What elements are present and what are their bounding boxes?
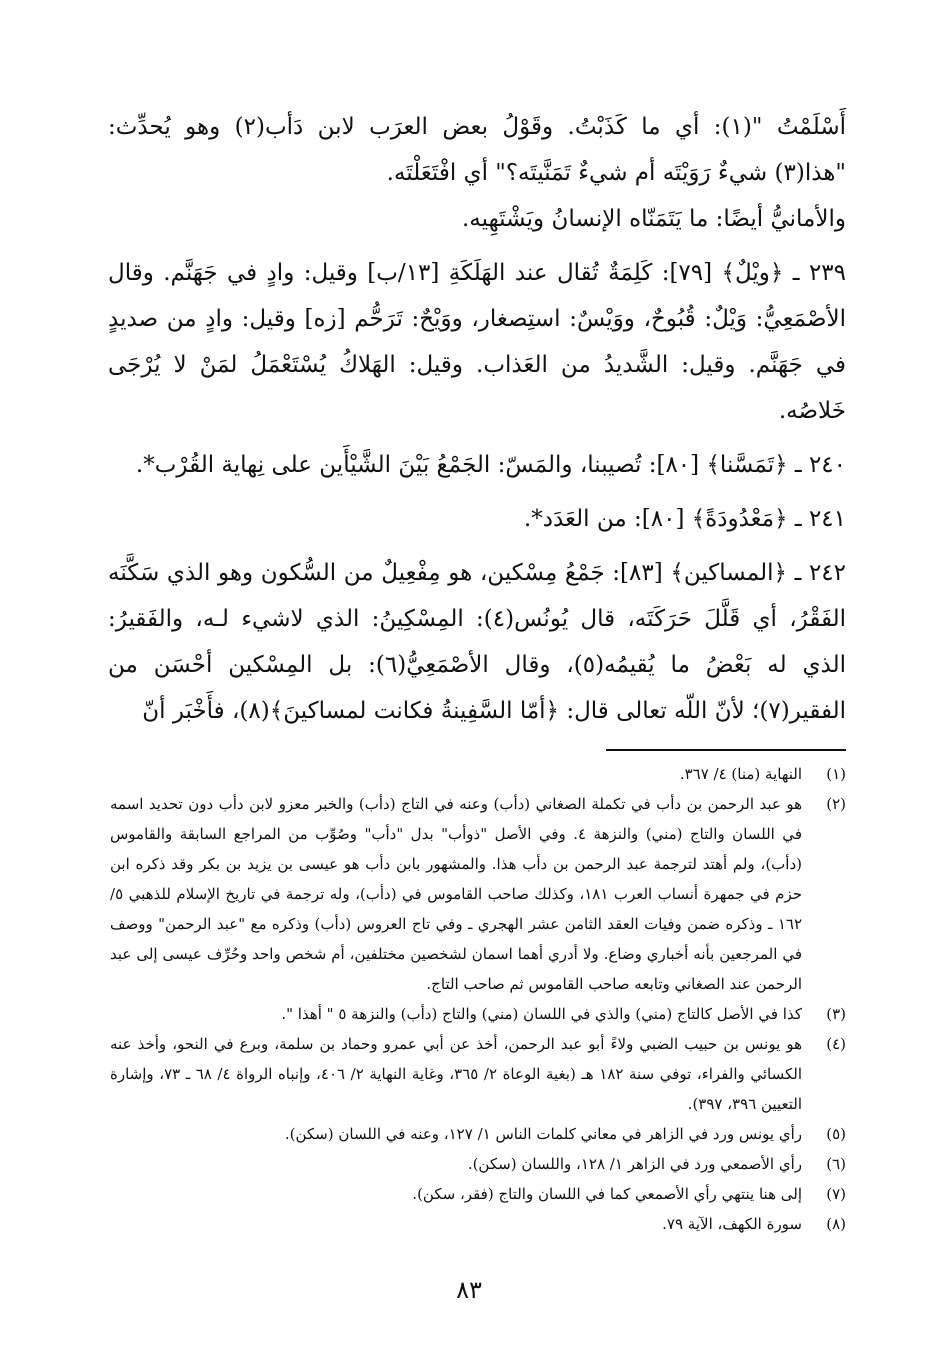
footnote-text: هو يونس بن حبيب الضبي ولاءً أبو عبد الرحمن، أخذ عن أبي عمرو وحماد بن سلمة، وبرع في النحو، وأخذ عنه الكسائي والفراء، توفي سنة ١٨٢ هـ (بغية الوعاة ٢/ ٣٦٥، وغاية النهاية ٢/ ٤٠٦، وإنباه الرواة ٤/ ٦٨ ـ ٧٣، وإشارة التعيين ٣٩٦، ٣٩٧).	[110, 1035, 802, 1113]
footnote-text: رأي الأصمعي ورد في الزاهر ١/ ١٢٨، واللسان (سكن).	[467, 1155, 802, 1173]
footnote-item	[110, 1179, 846, 1209]
footnote-number: (٣)	[826, 1005, 846, 1023]
footnote-item	[110, 1119, 846, 1149]
footnote-number: (٧)	[826, 1185, 846, 1203]
footnote-text: النهاية (منا) ٤/ ٣٦٧.	[679, 765, 802, 783]
entry-241: ٢٤١ ـ ﴿مَعْدُودَةً﴾ [٨٠]: من العَدَد*.	[523, 506, 846, 532]
entry-240: ٢٤٠ ـ ﴿تَمَسَّنا﴾ [٨٠]: تُصيبنا، والمَسّ: الجَمْعُ بَيْنَ الشَّيْأَين على نِهاية القُرْب*.	[135, 452, 846, 478]
footnote-item	[110, 1209, 846, 1239]
footnote-item	[110, 999, 846, 1029]
footnote-text: إلى هنا ينتهي رأي الأصمعي كما في اللسان والتاج (فقر، سكن).	[412, 1185, 802, 1203]
footnote-number: (٨)	[826, 1215, 846, 1233]
footnote-number: (٥)	[826, 1125, 846, 1143]
footnote-number: (١)	[826, 765, 846, 783]
footnote-text: سورة الكهف، الآية ٧٩.	[662, 1215, 802, 1233]
main-text	[108, 104, 846, 734]
footnote-number: (٢)	[826, 795, 846, 813]
footnote-item	[110, 1149, 846, 1179]
entry-242: ٢٤٢ ـ ﴿المساكين﴾ [٨٣]: جَمْعُ مِسْكين، هو مِفْعِيلٌ من السُّكون وهو الذي سَكَّنَه الفَقْرُ، أي قَلَّلَ حَرَكَتَه، قال يُونُس(٤): المِسْكِينُ: الذي لاشيء لـه، والفَقيرُ: الذي له بَعْضُ ما يُقيمُه(٥)، وقال الأصْمَعِيُّ(٦): بل المِسْكين أحْسَن من الفقير(٧)؛ لأنّ اللّه تعالى قال: ﴿أمّا السَّفِينةُ فكانت لمساكينَ﴾(٨)، فأَخْبَر أنّ	[108, 560, 847, 724]
entry-239: ٢٣٩ ـ ﴿ويْلٌ﴾ [٧٩]: كَلِمَةٌ تُقال عند الهَلَكَةِ [١٣/ب] وقيل: وادٍ في جَهَنَّم. وقال الأصْمَعِيُّ: وَيْلٌ: قُبُوحٌ، ووَيْسٌ: استِصغار، ووَيْحٌ: تَرَحُّم [زه] وقيل: وادٍ من صديدٍ في جَهَنَّم. وقيل: الشَّديدُ من العَذاب. وقيل: الهَلاكُ يُسْتَعْمَلُ لمَنْ لا يُرْجَى خَلاصُه.	[108, 260, 846, 424]
footnote-item	[110, 759, 846, 789]
footnote-number: (٦)	[826, 1155, 846, 1173]
footnote-text: هو عبد الرحمن بن دأب في تكملة الصغاني (دأب) وعنه في التاج (دأب) والخبر معزو لابن دأب دون تحديد اسمه في اللسان والتاج (مني) والنزهة ٤. وفي الأصل "ذوأب" بدل "دأب" وصُوِّب من المراجع السابقة والقاموس (دأب)، ولم أهتد لترجمة عبد الرحمن بن دأب هذا. والمشهور بابن دأب هو عيسى بن يزيد بن بكر وقد ذكره ابن حزم في جمهرة أنساب العرب ١٨١، وكذلك صاحب القاموس في (دأب)، وله ترجمة في تاريخ الإسلام للذهبي ٥/ ١٦٢ ـ وذكره ضمن وفيات العقد الثامن عشر الهجري ـ وفي تاج العروس (دأب) وذكره مع "عبد الرحمن" ووصف في المرجعين بأنه أخباري وضاع. ولا أدري أهما اسمان لشخصين مختلفين، أم شخص واحد وحُرِّف عيسى إلى عبد الرحمن عند الصغاني وتابعه صاحب القاموس ثم صاحب التاج.	[110, 795, 802, 993]
footnote-text: كذا في الأصل كالتاج (مني) والذي في اللسان (مني) والتاج (دأب) والنزهة ٥ " أهذا ".	[281, 1005, 802, 1023]
footnote-separator	[606, 749, 846, 751]
footnote-item	[110, 1029, 846, 1119]
footnote-number: (٤)	[826, 1035, 846, 1053]
footnotes	[110, 759, 846, 1239]
paragraph-2: والأمانيُّ أيضًا: ما يَتَمَنّاه الإنسانُ ويَشْتَهِيه.	[461, 206, 846, 232]
page-number: ٨٣	[456, 1276, 482, 1304]
footnote-text: رأي يونس ورد في الزاهر في معاني كلمات الناس ١/ ١٢٧، وعنه في اللسان (سكن).	[284, 1125, 802, 1143]
footnote-item	[110, 789, 846, 999]
paragraph-1: أَسْلَمْتُ "(١): أي ما كَذَبْتُ. وقَوْلُ بعض العرَب لابن دَأب(٢) وهو يُحدِّث: "هذا(٣) شيءٌ رَوَيْتَه أم شيءٌ تَمَنَّيتَه؟" أي افْتَعَلْتَه.	[108, 114, 846, 186]
